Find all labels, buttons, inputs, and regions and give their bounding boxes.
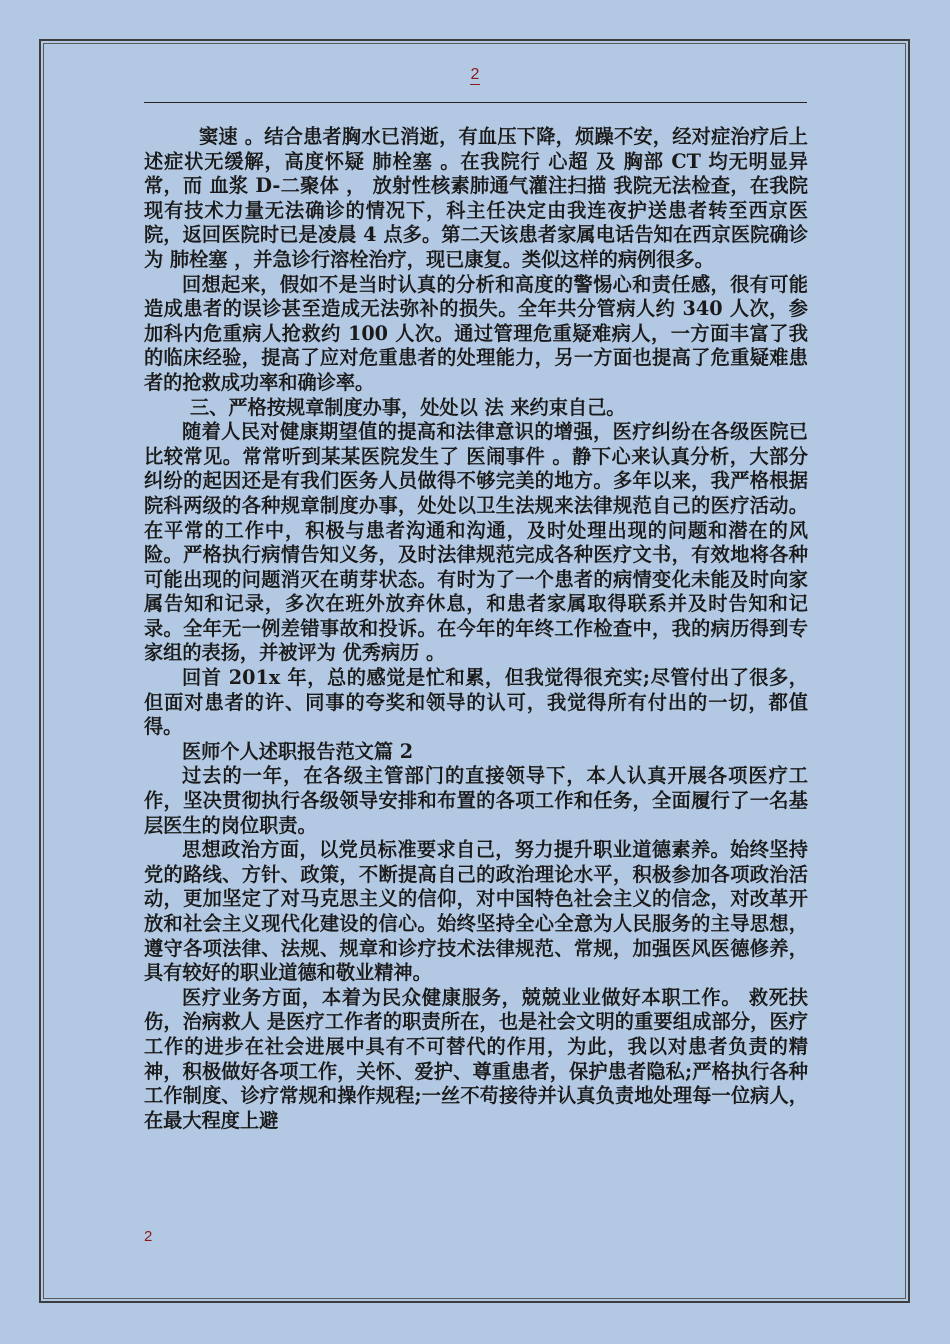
document-body [144, 125, 808, 1133]
paragraph-7: 思想政治方面，以党员标准要求自己，努力提升职业道德素养。始终坚持党的路线、方针、政策，不断提高自己的政治理论水平，积极参加各项政治活动，更加坚定了对马克思主义的信仰，对中国特色社会主义的信念，对改革开放和社会主义现代化建设的信心。始终坚持全心全意为人民服务的主导思想，遵守各项法律、法规、规章和诊疗技术法律规范、常规，加强医风医德修养，具有较好的职业道德和敬业精神。 [144, 838, 808, 985]
header-page-number [0, 66, 950, 85]
paragraph-8: 医疗业务方面，本着为民众健康服务，兢兢业业做好本职工作。 救死扶伤，治病救人 是医疗工作者的职责所在，也是社会文明的重要组成部分，医疗工作的进步在社会进展中具有不可替代的作用，为此，我以对患者负责的精神，积极做好各项工作，关怀、爱护、尊重患者，保护患者隐私;严格执行各种工作制度、诊疗常规和操作规程;一丝不苟接待并认真负责地处理每一位病人，在最大程度上避 [144, 985, 808, 1132]
header-rule [144, 102, 807, 103]
footer-page-number: 2 [144, 1228, 153, 1245]
paragraph-2: 回想起来，假如不是当时认真的分析和高度的警惕心和责任感，很有可能造成患者的误诊甚至造成无法弥补的损失。全年共分管病人约 340 人次，参加科内危重病人抢救约 100 人次。通过管理危重疑难病人，一方面丰富了我的临床经验，提高了应对危重患者的处理能力，另一方面也提高了危重疑难患者的抢救成功率和确诊率。 [144, 272, 808, 394]
paragraph-5: 回首 201x 年，总的感觉是忙和累，但我觉得很充实;尽管付出了很多，但面对患者的许、同事的夸奖和领导的认可，我觉得所有付出的一切，都值得。 [144, 666, 808, 739]
paragraph-1: 窦速 。结合患者胸水已消逝，有血压下降，烦躁不安，经对症治疗后上述症状无缓解，高度怀疑 肺栓塞 。在我院行 心超 及 胸部 CT 均无明显异常，而 血浆 D-二聚体 ， 放射性核素肺通气灌注扫描 我院无法检查，在我院现有技术力量无法确诊的情况下，科主任决定由我连夜护送患者转至西京医院，返回医院时已是凌晨 4 点多。第二天该患者家属电话告知在西京医院确诊为 肺栓塞 ，并急诊行溶栓治疗，现已康复。类似这样的病例很多。 [144, 125, 808, 271]
article-title-2: 医师个人述职报告范文篇 2 [182, 739, 414, 763]
header-page-number-text: 2 [470, 66, 480, 83]
section-heading-3: 三、严格按规章制度办事，处处以 法 来约束自己。 [190, 395, 626, 419]
paragraph-6: 过去的一年，在各级主管部门的直接领导下，本人认真开展各项医疗工作，坚决贯彻执行各级领导安排和布置的各项工作和任务，全面履行了一名基层医生的岗位职责。 [144, 764, 808, 837]
paragraph-4: 随着人民对健康期望值的提高和法律意识的增强，医疗纠纷在各级医院已比较常见。常常听到某某医院发生了 医闹事件 。静下心来认真分析，大部分纠纷的起因还是有我们医务人员做得不够完美的地方。多年以来，我严格根据院科两级的各种规章制度办事，处处以卫生法规来法律规范自己的医疗活动。在平常的工作中，积极与患者沟通和沟通，及时处理出现的问题和潜在的风险。严格执行病情告知义务，及时法律规范完成各种医疗文书，有效地将各种可能出现的问题消灭在萌芽状态。有时为了一个患者的病情变化未能及时向家属告知和记录，多次在班外放弃休息，和患者家属取得联系并及时告知和记录。全年无一例差错事故和投诉。在今年的年终工作检查中，我的病历得到专家组的表扬，并被评为 优秀病历 。 [144, 420, 808, 665]
